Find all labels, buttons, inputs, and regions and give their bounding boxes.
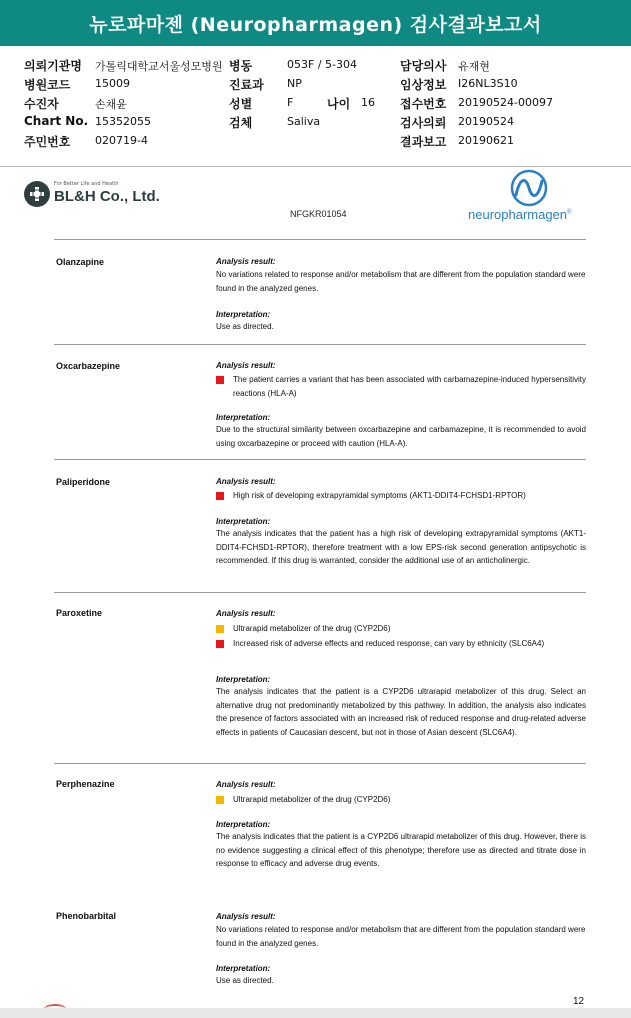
age-label: 나이: [327, 97, 351, 111]
institution-value: 가톨릭대학교서울성모병원: [95, 60, 223, 73]
clinical-info-value: I26NL3S10: [458, 77, 518, 90]
result-bullet-text: High risk of developing extrapyramidal symptoms (AKT1-DDIT4-FCHSD1-RPTOR): [233, 491, 526, 500]
section-divider: [54, 344, 586, 345]
result-bullet: [216, 622, 586, 636]
report-date-label: 결과보고: [400, 135, 447, 149]
report-title: 뉴로파마젠 (Neuropharmagen) 검사결과보고서: [0, 0, 631, 46]
chart-number-value: 15352055: [95, 115, 151, 128]
drug-name: Olanzapine: [56, 257, 105, 267]
neuropharmagen-logo-icon: [506, 169, 552, 207]
specimen-value: Saliva: [287, 115, 321, 128]
risk-red-marker: [216, 640, 224, 648]
info-row: [0, 94, 631, 112]
chart-number-label: Chart No.: [24, 114, 89, 128]
risk-yellow-marker: [216, 796, 224, 804]
analysis-label: Analysis result:: [216, 780, 276, 789]
interpretation-text: Due to the structural similarity between oxcarbazepine and carbamazepine, it is recommended to avoid using oxcarbazepine or proceed with caution (HLA-A).: [216, 425, 586, 448]
ward-value: 053F / 5-304: [287, 58, 357, 71]
info-row: [0, 75, 631, 93]
analysis-label: Analysis result:: [216, 477, 276, 486]
recipient-label: 수진자: [24, 97, 59, 111]
section-divider: [54, 459, 586, 460]
specimen-label: 검체: [229, 116, 253, 130]
age-value: 16: [361, 96, 375, 109]
brand-name: neuropharmagen®: [468, 207, 572, 222]
clinical-info-label: 임상정보: [400, 78, 447, 92]
interpretation-text: The analysis indicates that the patient is a CYP2D6 ultrarapid metabolizer of this drug. However, there is no evidence suggesting a clinical effect of this phenotype; therefore use as directed and titrate dose in response to efficacy and adverse drug events.: [216, 832, 586, 868]
interpretation-text: Use as directed.: [216, 322, 274, 331]
interpretation-label: Interpretation:: [216, 413, 271, 422]
hospital-code-value: 15009: [95, 77, 130, 90]
company-tagline: For Better Life and Health: [54, 181, 119, 187]
sex-label: 성별: [229, 97, 253, 111]
patient-info-table: [0, 48, 631, 166]
hospital-code-label: 병원코드: [24, 78, 71, 92]
interpretation-text: The analysis indicates that the patient has a high risk of developing extrapyramidal symptoms (AKT1-DDIT4-FCHSD1-RPTOR), therefore treatment with a low EPS-risk second generation antipsychotic is recommended. If this drug is warranted, consider the additional use of an anticholinergic.: [216, 529, 586, 565]
analysis-label: Analysis result:: [216, 912, 276, 921]
risk-red-marker: [216, 376, 224, 384]
page-number: 12: [573, 996, 585, 1007]
result-bullet: [216, 637, 586, 651]
request-date-value: 20190524: [458, 115, 514, 128]
interpretation-text: The analysis indicates that the patient is a CYP2D6 ultrarapid metabolizer of this drug. Select an alternative drug not predominantly metabolized by this pathway. In addition, the analysis also indicates the presence of factors associated with an increased risk of reduced response and drug-related adverse effects in patients of Caucasian descent, but not in those of Asian descent (SLC6A4).: [216, 687, 586, 737]
risk-red-marker: [216, 492, 224, 500]
result-bullet-text: Increased risk of adverse effects and reduced response, can vary by ethnicity (SLC6A4): [233, 639, 545, 648]
section-divider: [54, 763, 586, 764]
result-bullet-text: The patient carries a variant that has been associated with carbamazepine-induced hypersensitivity reactions (HLA-A): [233, 375, 586, 398]
drug-name: Oxcarbazepine: [56, 361, 121, 371]
interpretation-label: Interpretation:: [216, 517, 271, 526]
drug-name: Perphenazine: [56, 779, 115, 789]
interpretation-label: Interpretation:: [216, 310, 271, 319]
result-bullet-text: Ultrarapid metabolizer of the drug (CYP2D6): [233, 795, 391, 804]
info-row: [0, 56, 631, 74]
interpretation-text: Use as directed.: [216, 976, 274, 985]
bottom-band: [0, 1008, 631, 1018]
result-bullet: [216, 489, 586, 503]
doctor-label: 담당의사: [400, 59, 447, 73]
drug-name: Paroxetine: [56, 608, 103, 618]
registered-mark: ®: [567, 209, 572, 216]
risk-yellow-marker: [216, 625, 224, 633]
section-divider: [54, 239, 586, 240]
section-divider: [54, 592, 586, 593]
resident-id-value: 020719-4: [95, 134, 148, 147]
sex-value: F: [287, 96, 294, 109]
recipient-value: 손채윤: [95, 98, 127, 111]
drug-name: Phenobarbital: [56, 911, 117, 921]
analysis-label: Analysis result:: [216, 361, 276, 370]
company-name: BL&H Co., Ltd.: [54, 188, 160, 205]
info-row: [0, 113, 631, 131]
analysis-text: No variations related to response and/or metabolism that are different from the population standard were found in the analyzed genes.: [216, 925, 586, 948]
interpretation-label: Interpretation:: [216, 675, 271, 684]
request-date-label: 검사의뢰: [400, 116, 447, 130]
neuropharmagen-logo: [468, 169, 598, 221]
analysis-text: No variations related to response and/or metabolism that are different from the population standard were found in the analyzed genes.: [216, 270, 586, 293]
report-page: [0, 167, 631, 1018]
interpretation-label: Interpretation:: [216, 820, 271, 829]
resident-id-label: 주민번호: [24, 135, 71, 149]
report-date-value: 20190621: [458, 134, 514, 147]
receipt-number-label: 접수번호: [400, 97, 447, 111]
drug-name: Paliperidone: [56, 477, 111, 487]
dept-value: NP: [287, 77, 302, 90]
ward-label: 병동: [229, 59, 253, 73]
info-row: [0, 132, 631, 150]
result-bullet: [216, 373, 586, 400]
result-bullet-text: Ultrarapid metabolizer of the drug (CYP2D6): [233, 624, 391, 633]
analysis-label: Analysis result:: [216, 257, 276, 266]
report-code: NFGKR01054: [290, 209, 347, 219]
receipt-number-value: 20190524-00097: [458, 96, 553, 109]
institution-label: 의뢰기관명: [24, 59, 82, 73]
result-bullet: [216, 793, 586, 807]
analysis-label: Analysis result:: [216, 609, 276, 618]
blh-logo-icon: [24, 181, 50, 207]
doctor-value: 유재현: [458, 60, 490, 73]
interpretation-label: Interpretation:: [216, 964, 271, 973]
dept-label: 진료과: [229, 78, 264, 92]
